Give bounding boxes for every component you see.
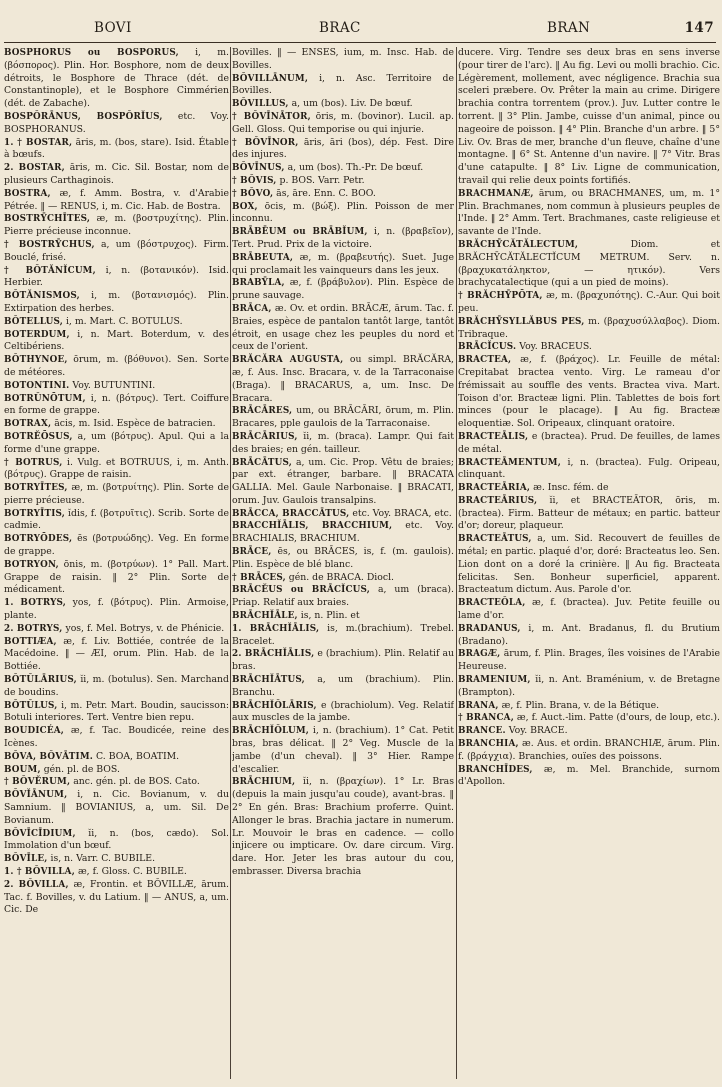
- entry-definition: æ, f. Plin. Brana, v. de la Bétique.: [498, 699, 660, 711]
- entry-definition: æ, f. Amm. Bostra, v. d'Arabie Pétrée. ‖ — RENUS, i, m. Cic. Hab. de Bostra.: [4, 187, 229, 212]
- entry-definition: is, m.(brachium). Trebel. Bracelet.: [232, 622, 454, 647]
- entry-definition: āris, m. Cic. Sil. Bostar, nom de plusieurs Carthaginois.: [4, 162, 229, 186]
- dictionary-entry: [458, 623, 720, 649]
- header-rule: [4, 42, 716, 43]
- entry-definition: ēs (βοτρυώδης). Veg. En forme de grappe.: [4, 533, 229, 558]
- entry-definition: Voy. BUTUNTINI.: [69, 379, 156, 391]
- dictionary-entry: [232, 252, 454, 278]
- entry-headword: † BŎVĔRUM,: [4, 777, 71, 788]
- entry-definition: a, um (brachium). Plin. Branchu.: [232, 674, 454, 698]
- dictionary-entry: [232, 623, 454, 649]
- dictionary-entry: [232, 572, 454, 585]
- entry-definition: æ. Insc. fém. de: [530, 482, 609, 494]
- dictionary-entry: [232, 520, 454, 546]
- dictionary-entry: [458, 533, 720, 597]
- column-divider-2: [456, 47, 457, 1079]
- dictionary-entry: [232, 175, 454, 188]
- dictionary-entry: [232, 47, 454, 73]
- entry-definition: i, m. (βόσπορος). Plin. Hor. Bosphore, nom de deux détroits, le Bosphore de Thrace (dét. de Constantinople), et le Bosphore Cimmérien (dét. de Zabache).: [4, 47, 229, 110]
- dictionary-entry: [4, 329, 229, 355]
- entry-headword: BRADANUS,: [458, 623, 521, 634]
- running-head: [6, 20, 714, 42]
- dictionary-entry: [232, 188, 454, 201]
- dictionary-entry: [232, 354, 454, 405]
- entry-headword: BŎVILLUS,: [232, 99, 289, 110]
- entry-definition: a, um. Cic. Prop. Vêtu de braies; par ext. étranger, barbare. ‖ BRACATA GALLIA. Mel. Gaule Narbonaise. ‖ BRACATI, orum. Juv. Gaulois transalpins.: [232, 456, 454, 506]
- dictionary-entry: [232, 73, 454, 99]
- entry-definition: Voy. BRACE.: [505, 725, 568, 737]
- entry-headword: BRĀCCA, BRACCĀTUS,: [232, 508, 350, 519]
- dictionary-entry: [4, 188, 229, 214]
- entry-headword: BOTTIÆA,: [4, 636, 57, 647]
- entry-definition: æ, m. (βοτρυίτης). Plin. Sorte de pierre précieuse.: [4, 482, 229, 506]
- entry-definition: ārum, ou BRACHMANES, um, m. 1° Plin. Brachmanes, nom commun à plusieurs peuples de l'Inde. ‖ 2° Amm. Tert. Brachmanes, caste religieuse et savante de l'Inde.: [458, 187, 720, 238]
- running-head-right: BRAN: [547, 20, 591, 36]
- dictionary-entry: [458, 725, 720, 738]
- entry-definition: ārum, f. Plin. Brages, îles voisines de l'Arabie Heureuse.: [458, 648, 720, 673]
- entry-headword: BRĂCHȲSYLLĂBUS PES,: [458, 316, 585, 327]
- entry-headword: BRĀCĬCUS.: [458, 342, 517, 353]
- dictionary-entry: [458, 738, 720, 764]
- dictionary-entry: [4, 47, 229, 111]
- entry-headword: BRĀBĒUM ou BRĀBĬUM,: [232, 227, 368, 238]
- dictionary-entry: [458, 47, 720, 188]
- entry-headword: 1. † BOSTAR,: [4, 137, 73, 148]
- entry-definition: æ, f. Liv. Bottiée, contrée de la Macédoine. ‖ — ÆI, orum. Plin. Hab. de la Bottiée.: [4, 635, 229, 673]
- entry-definition: i, n. (βοτανικόν). Isid. Herbier.: [4, 264, 229, 289]
- entry-headword: BRABȲLA,: [232, 278, 285, 289]
- dictionary-entry: [458, 341, 720, 354]
- column-left: [4, 47, 229, 1079]
- entry-headword: BOTRYŌDES,: [4, 534, 73, 545]
- entry-definition: is, n. Plin. et: [297, 610, 360, 622]
- dictionary-entry: [232, 277, 454, 303]
- entry-headword: BOTRAX,: [4, 419, 52, 430]
- entry-definition: æ, m. (βοστρυχίτης). Plin. Pierre précieuse inconnue.: [4, 213, 229, 238]
- entry-definition: æ, f. Auct.-lim. Patte (d'ours, de loup, etc.).: [513, 712, 720, 724]
- entry-headword: 2. BRĀCHĬĀLIS,: [232, 649, 315, 660]
- entry-headword: BOTONTINI.: [4, 380, 70, 391]
- entry-headword: † BOTRUS,: [4, 457, 63, 468]
- dictionary-entry: [4, 431, 229, 457]
- entry-definition: i, m. (βοτανισμός). Plin. Extirpation des herbes.: [4, 290, 229, 314]
- entry-headword: 1. † BŎVILLA,: [4, 867, 75, 877]
- entry-definition: ĭi, et BRACTEĀTOR, ōris, m. (bractea). Firm. Batteur de métaux; en partic. batteur d'or; doreur, plaqueur.: [458, 494, 720, 532]
- entry-definition: etc. Voy. BOSPHORANUS.: [4, 110, 229, 135]
- dictionary-entry: [458, 597, 720, 623]
- dictionary-entry: [4, 866, 229, 879]
- dictionary-entry: [458, 648, 720, 674]
- entry-headword: BRĀCĀTUS,: [232, 457, 293, 468]
- entry-definition: ōnis, m. (βοτρύων). 1° Pall. Mart. Grappe de raisin. ‖ 2° Plin. Sorte de médicament.: [4, 558, 229, 596]
- entry-headword: † BRANCA,: [458, 713, 514, 724]
- entry-headword: BRAGÆ,: [458, 649, 501, 660]
- dictionary-entry: [458, 354, 720, 431]
- dictionary-entry: [4, 776, 229, 789]
- dictionary-entry: [232, 725, 454, 776]
- dictionary-entry: [458, 239, 720, 290]
- dictionary-entry: [4, 137, 229, 163]
- dictionary-entry: [4, 111, 229, 137]
- dictionary-entry: [232, 137, 454, 163]
- entry-headword: BOTRĔŌSUS,: [4, 431, 73, 442]
- entry-headword: BRĀCHĬĀLE,: [232, 611, 298, 622]
- dictionary-entry: [458, 764, 720, 790]
- dictionary-entry: [4, 764, 229, 777]
- dictionary-entry: [4, 533, 229, 559]
- entry-definition: æ, f. Tac. Boudicée, reine des Icènes.: [4, 725, 229, 750]
- entry-definition: æ, m. (βραβευτής). Suet. Juge qui proclamait les vainqueurs dans les jeux.: [232, 251, 454, 276]
- entry-definition: etc. Voy. BRACHIALIS, BRACHIUM.: [232, 520, 454, 545]
- entry-headword: BŎTŬLUS,: [4, 700, 58, 711]
- entry-headword: BŎVA, BŎVĀTIM.: [4, 751, 94, 762]
- entry-definition: ĭi, n. Ant. Braménium, v. de Bretagne (Brampton).: [458, 674, 720, 698]
- dictionary-entry: [4, 597, 229, 623]
- entry-headword: BRĀCHIUM,: [232, 777, 296, 788]
- entry-headword: BRACHMANÆ,: [458, 188, 534, 199]
- entry-definition: ĭi, n. (βραχίων). 1° Lr. Bras (depuis la main jusqu'au coude), avant-bras. ‖ 2° En gén. Bras: Brachium proferre. Quint. Allonger le bras. Brachia jactare in numerum. Lr. Mouvoir le bras en cadence. — collo injicere ou impticare. Ov. dare circum. Virg. dare. Hor. Jeter les bras autour du cou, embrasser. Diversa brachia: [232, 776, 454, 877]
- dictionary-entry: [4, 213, 229, 239]
- dictionary-entry: [458, 431, 720, 457]
- entry-headword: BŎVĬĀNUM,: [4, 790, 68, 801]
- entry-headword: BRĀCĀRIUS,: [232, 431, 298, 442]
- column-divider-1: [230, 47, 231, 1079]
- entry-headword: BRĀBEUTA,: [232, 252, 294, 263]
- entry-definition: æ, f. (βράβυλον). Plin. Espèce de prune sauvage.: [232, 277, 454, 302]
- entry-definition: m. (βραχυσύλλαβος). Diom. Tribraque.: [458, 315, 720, 340]
- dictionary-entry: [4, 290, 229, 316]
- entry-definition: æ, f. (βράχος). Lr. Feuille de métal: Crepitabat bractea vento. Virg. Le rameau d'or frémissait au souffle des vents. Bractea viva. Mart. Toison d'or. Bracteæ ligni. Plin. Tablettes de bois fort minces (pour le placage). ‖ Au fig. Bracteæ eloquentiæ. Sol. Oripeaux, clinquant oratoire.: [458, 354, 720, 430]
- dictionary-entry: [458, 674, 720, 700]
- entry-definition: ĭi, n. (bos, cædo). Sol. Immolation d'un bœuf.: [4, 827, 229, 852]
- entry-headword: BOSTRA,: [4, 188, 51, 199]
- entry-headword: BOTRYON,: [4, 559, 59, 570]
- dictionary-entry: [232, 431, 454, 457]
- entry-definition: Voy. BRACEUS.: [516, 341, 592, 353]
- entry-definition: e (brachiolum). Veg. Relatif aux muscles de la jambe.: [232, 699, 454, 724]
- dictionary-entry: [458, 290, 720, 316]
- entry-definition: āris, m. (bos, stare). Isid. Étable à bœufs.: [4, 136, 229, 161]
- entry-definition: i, m. Mart. C. BOTULUS.: [62, 315, 183, 327]
- dictionary-entry: [4, 674, 229, 700]
- entry-definition: C. BOA, BOATIM.: [93, 750, 180, 762]
- entry-definition: æ, m. Mel. Branchide, surnom d'Apollon.: [458, 763, 720, 788]
- entry-definition: i, m. Ant. Bradanus, fl. du Brutium (Bradano).: [458, 622, 720, 647]
- entry-definition: a, um (βότρυς). Apul. Qui a la forme d'une grappe.: [4, 430, 229, 455]
- running-head-left: BOVI: [94, 20, 132, 36]
- entry-headword: BŎTELLUS,: [4, 316, 63, 327]
- entry-definition: ōcis, m. (βώξ). Plin. Poisson de mer inconnu.: [232, 200, 454, 225]
- entry-headword: BRĂCHȲCĂTĂLECTUM,: [458, 239, 579, 250]
- entry-definition: Bovilles. ‖ — ENSES, ium, m. Insc. Hab. de Bovilles.: [232, 47, 454, 71]
- entry-headword: BRACTEŎLA,: [458, 598, 526, 609]
- entry-headword: BRĀCHĬŎLUM,: [232, 726, 310, 737]
- entry-definition: gén. de BRACA. Diocl.: [285, 571, 395, 583]
- entry-headword: BRĀCA,: [232, 303, 272, 314]
- entry-headword: † BRĀCES,: [232, 572, 286, 583]
- dictionary-entry: [232, 700, 454, 726]
- entry-definition: a, um (βόστρυχος). Firm. Bouclé, frisé.: [4, 238, 229, 263]
- entry-definition: æ. Ov. et ordin. BRĀCÆ, ārum. Tac. f. Braies, espèce de pantalon tantôt large, tantôt étroit, en usage chez les peuples du nord et ceux de l'orient.: [232, 302, 454, 353]
- dictionary-entry: [232, 508, 454, 521]
- dictionary-entry: [4, 508, 229, 534]
- entry-definition: ācis, m. Isid. Espèce de batracien.: [51, 418, 216, 430]
- entry-headword: BŎTHYNOE,: [4, 355, 68, 366]
- entry-definition: is, n. Varr. C. BUBILE.: [47, 853, 156, 865]
- entry-definition: ducere. Virg. Tendre ses deux bras en sens inverse (pour tirer de l'arc). ‖ Au fig. Levi ou molli brachio. Cic. Légèrement, mollement, avec négligence. Brachia sua sceleri præbere. Ov. Prêter la main au crime. Dirigere brachia contra torrentem (prov.). Juv. Lutter contre le torrent. ‖ 3° Plin. Jambe, cuisse d'un animal, pince ou nageoire de poisson. ‖ 4° Plin. Branche d'un arbre. ‖ 5° Liv. Ov. Bras de mer, branche d'un fleuve, chaîne d'une montagne. ‖ 6° St. Antenne d'un navire. ‖ 7° Vitr. Bras d'une catapulte. ‖ 8° Liv. Ligne de communication, travail qui relie deux points fortifiés.: [458, 47, 720, 186]
- dictionary-entry: [232, 201, 454, 227]
- dictionary-entry: [4, 853, 229, 866]
- dictionary-entry: [4, 879, 229, 917]
- entry-headword: BRĀCE,: [232, 547, 272, 558]
- entry-definition: i, n. (bractea). Fulg. Oripeau, clinquant.: [458, 456, 720, 481]
- dictionary-entry: [4, 393, 229, 419]
- dictionary-entry: [4, 636, 229, 674]
- dictionary-entry: [4, 789, 229, 827]
- dictionary-entry: [458, 712, 720, 725]
- entry-headword: BRANCHIA,: [458, 739, 519, 750]
- dictionary-entry: [4, 700, 229, 726]
- entry-headword: BŎTĂNISMOS,: [4, 291, 80, 302]
- page-number: 147: [684, 20, 714, 36]
- entry-definition: a, um. Sid. Recouvert de feuilles de métal; en partic. plaqué d'or, doré: Bracteatus leo. Sen. Lion dont on a doré la crinière. ‖ Au fig. Bracteata felicitas. Sen. Bonheur superficiel, apparent. Bracteatum dictum. Aus. Parole d'or.: [458, 533, 720, 596]
- entry-definition: anc. gén. pl. de BOS. Cato.: [70, 776, 200, 788]
- dictionary-entry: [232, 648, 454, 674]
- dictionary-entry: [458, 457, 720, 483]
- entry-headword: BOSPŎRĀNUS, BOSPŎRĬUS,: [4, 111, 163, 122]
- entry-definition: i, n. (brachium). 1° Cat. Petit bras, bras délicat. ‖ 2° Veg. Muscle de la jambe (d'un cheval). ‖ 3° Hier. Rampe d'escalier.: [232, 725, 454, 775]
- dictionary-entry: [4, 482, 229, 508]
- entry-headword: † BŎVIS,: [232, 175, 277, 186]
- entry-definition: i, n. (βότρυς). Tert. Coiffure en forme de grappe.: [4, 392, 229, 417]
- entry-headword: BRACTEĀTUS,: [458, 534, 532, 545]
- entry-headword: BOSPHŎRUS ou BOSPŌRUS,: [4, 48, 179, 58]
- entry-definition: ōrum, m. (βόθυνοι). Sen. Sorte de météores.: [4, 354, 229, 378]
- dictionary-entry: [458, 700, 720, 713]
- entry-definition: a, um (bos). Liv. De bœuf.: [288, 98, 413, 110]
- entry-headword: 2. BOSTAR,: [4, 163, 65, 174]
- entry-definition: ĭi, m. (botulus). Sen. Marchand de boudins.: [4, 674, 229, 698]
- entry-headword: BOTRYĪTIS,: [4, 508, 66, 519]
- entry-headword: BŎVĪCĪDIUM,: [4, 828, 76, 839]
- dictionary-entry: [232, 776, 454, 878]
- dictionary-entry: [232, 98, 454, 111]
- dictionary-entry: [4, 380, 229, 393]
- entry-headword: BRACTEĀLIS,: [458, 431, 529, 442]
- entry-definition: um, ou BRĀCĀRI, ōrum, m. Plin. Bracares, pple gaulois de la Tarraconaise.: [232, 405, 454, 430]
- dictionary-entry: [4, 265, 229, 291]
- entry-headword: BRACTEĀRIUS,: [458, 495, 538, 506]
- dictionary-entry: [232, 546, 454, 572]
- entry-headword: BOTRYĪTES,: [4, 483, 68, 494]
- entry-headword: BRACTEĀMENTUM,: [458, 457, 561, 468]
- entry-headword: BOUDICÉA,: [4, 726, 65, 737]
- entry-headword: BOX,: [232, 201, 258, 212]
- entry-definition: ōris, m. (bovinor). Lucil. ap. Gell. Gloss. Qui temporise ou qui injurie.: [232, 110, 454, 135]
- entry-headword: BRĀCHĬŎLĀRIS,: [232, 700, 317, 711]
- entry-definition: ēs, ou BRĀCES, is, f. (m. gaulois). Plin. Espèce de blé blanc.: [232, 546, 454, 570]
- dictionary-entry: [458, 188, 720, 239]
- entry-headword: BRĀCĔUS ou BRĀCĬCUS,: [232, 585, 371, 596]
- dictionary-entry: [232, 162, 454, 175]
- entry-definition: e (brachium). Plin. Relatif au bras.: [232, 648, 454, 673]
- entry-headword: BŎVILLĀNUM,: [232, 73, 309, 84]
- dictionary-entry: [4, 162, 229, 188]
- entry-headword: BRĀCHĬĀTUS,: [232, 675, 305, 686]
- entry-definition: i, m. Petr. Mart. Boudin, saucisson: Botuli interiores. Tert. Ventre bien repu.: [4, 699, 229, 724]
- dictionary-entry: [458, 482, 720, 495]
- dictionary-entry: [232, 111, 454, 137]
- dictionary-entry: [4, 239, 229, 265]
- entry-headword: † BŎVĪNOR,: [232, 137, 299, 148]
- entry-headword: BŎVĪLE,: [4, 854, 48, 865]
- entry-definition: yos, f. (βότρυς). Plin. Armoise, plante.: [4, 597, 229, 622]
- entry-headword: BRANCHĪDES,: [458, 764, 533, 775]
- dictionary-entry: [4, 559, 229, 597]
- entry-definition: æ, Frontin. et BŎVILLÆ, ārum. Tac. f. Bovilles, v. du Latium. ‖ — ANUS, a, um. Cic. De: [4, 878, 229, 916]
- entry-definition: p. BOS. Varr. Petr.: [276, 174, 365, 186]
- dictionary-entry: [232, 303, 454, 354]
- dictionary-entry: [458, 316, 720, 342]
- entry-headword: BOTRŬNŌTUM,: [4, 393, 86, 404]
- entry-definition: i, n. (βραβεῖον), Tert. Prud. Prix de la victoire.: [232, 226, 454, 250]
- entry-definition: a, um (braca). Priap. Relatif aux braies.: [232, 584, 454, 609]
- entry-definition: ĭdis, f. (βοτρυῖτις). Scrib. Sorte de cadmie.: [4, 507, 229, 532]
- dictionary-entry: [4, 751, 229, 764]
- dictionary-entry: [4, 725, 229, 751]
- dictionary-entry: [4, 828, 229, 854]
- entry-headword: † BŎTĂNĬCUM,: [4, 265, 96, 276]
- dictionary-entry: [232, 405, 454, 431]
- dictionary-entry: [458, 495, 720, 533]
- entry-definition: æ, f. (bractea). Juv. Petite feuille ou lame d'or.: [458, 597, 720, 622]
- entry-definition: ās, āre. Enn. C. BOO.: [273, 187, 376, 199]
- dictionary-entry: [4, 457, 229, 483]
- entry-definition: ou simpl. BRĂCĂRA, æ, f. Aus. Insc. Bracara, v. de la Tarraconaise (Braga). ‖ BRACARUS, a, um. Insc. De Bracara.: [232, 354, 454, 404]
- running-head-center: BRAC: [319, 20, 361, 36]
- entry-headword: BŎVĪNUS,: [232, 163, 285, 174]
- dictionary-entry: [4, 316, 229, 329]
- dictionary-entry: [4, 623, 229, 636]
- entry-headword: BRĀCĀRES,: [232, 406, 293, 417]
- dictionary-entry: [232, 226, 454, 252]
- entry-headword: BRANA,: [458, 700, 499, 711]
- dictionary-entry: [4, 418, 229, 431]
- dictionary-entry: [4, 354, 229, 380]
- entry-headword: BRAMENIUM,: [458, 675, 531, 686]
- entry-definition: Diom. et BRĂCHȲCĂTĂLECTĬCUM METRUM. Serv. n. (βραχυκατάληκτον, — ητικόν). Vers brachycatalectique (qui a un pied de moins).: [458, 238, 720, 289]
- entry-definition: ĭi, m. (braca). Lampr. Qui fait des braies; en gén. tailleur.: [232, 430, 454, 455]
- entry-headword: † BRĂCHȲPŌTA,: [458, 291, 543, 302]
- entry-definition: āris, āri (bos), dép. Fest. Dire des injures.: [232, 136, 454, 161]
- dictionary-entry: [232, 610, 454, 623]
- entry-headword: † BOSTRȲCHUS,: [4, 239, 95, 250]
- entry-definition: e (bractea). Prud. De feuilles, de lames de métal.: [458, 430, 720, 455]
- entry-headword: BRACTEĀRIA,: [458, 483, 531, 494]
- dictionary-entry: [232, 674, 454, 700]
- entry-definition: æ, m. (βραχυπότης). C.-Aur. Qui boit peu.: [458, 290, 720, 314]
- entry-definition: etc. Voy. BRACA, etc.: [349, 507, 452, 519]
- entry-definition: i, n. Mart. Boterdum, v. des Celtibériens.: [4, 328, 229, 353]
- entry-definition: æ, f. Gloss. C. BUBILE.: [74, 866, 187, 877]
- entry-headword: BRANCE.: [458, 726, 506, 737]
- entry-headword: BOUM,: [4, 764, 41, 775]
- entry-definition: gén. pl. de BOS.: [40, 763, 120, 775]
- entry-headword: 2. BŎVILLA,: [4, 879, 69, 890]
- entry-headword: BOTERDUM,: [4, 329, 70, 340]
- entry-definition: i. Vulg. et BOTRUUS, i, m. Anth. (βότρυς). Grappe de raisin.: [4, 456, 229, 481]
- entry-headword: 1. BOTRYS,: [4, 598, 67, 609]
- entry-headword: BŎTŬLĀRIUS,: [4, 675, 77, 686]
- entry-headword: BRACTEA,: [458, 355, 512, 366]
- entry-definition: a, um (bos). Th.-Pr. De bœuf.: [284, 162, 424, 174]
- entry-headword: 2. BOTRYS,: [4, 623, 63, 634]
- entry-headword: 1. BRĀCHĬĀLIS,: [232, 623, 320, 634]
- entry-definition: i, n. Asc. Territoire de Bovilles.: [232, 72, 454, 97]
- entry-headword: BOSTRȲCHĪTES,: [4, 214, 91, 225]
- entry-headword: † BŎVĪNĀTOR,: [232, 111, 311, 122]
- column-right: [458, 47, 720, 1079]
- entry-definition: yos, f. Mel. Botrys, v. de Phénicie.: [62, 622, 225, 634]
- entry-definition: æ. Aus. et ordin. BRANCHIÆ, ārum. Plin. f. (βράγχια). Branchies, ouïes des poissons.: [458, 738, 720, 762]
- dictionary-entry: [232, 457, 454, 508]
- dictionary-entry: [232, 584, 454, 610]
- entry-definition: i, n. Cic. Bovianum, v. du Samnium. ‖ BOVIANIUS, a, um. Sil. De Bovianum.: [4, 789, 229, 826]
- entry-headword: BRĂCĂRA AUGUSTA,: [232, 355, 344, 366]
- entry-headword: † BŎVO,: [232, 188, 274, 199]
- column-middle: [232, 47, 454, 1079]
- entry-headword: BRACCHĬĀLIS, BRACCHIUM,: [232, 521, 393, 532]
